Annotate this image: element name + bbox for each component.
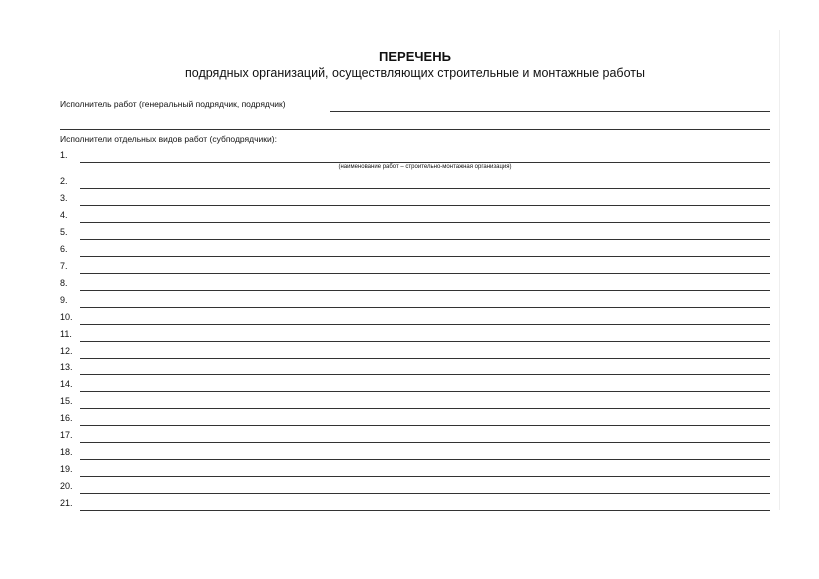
item-number: 15. bbox=[60, 396, 73, 407]
item-field[interactable] bbox=[80, 408, 770, 409]
item-number: 10. bbox=[60, 311, 73, 322]
form-title: ПЕРЕЧЕНЬ bbox=[379, 49, 451, 64]
contractor-field-line2[interactable] bbox=[60, 129, 770, 130]
contractor-label: Исполнитель работ (генеральный подрядчик, подрядчик) bbox=[60, 99, 286, 109]
item-number: 17. bbox=[60, 430, 73, 441]
item-field[interactable] bbox=[80, 290, 770, 291]
item-number: 13. bbox=[60, 362, 73, 373]
item-number: 4. bbox=[60, 209, 68, 220]
subcontractors-label: Исполнители отдельных видов работ (субподрядчики): bbox=[60, 134, 277, 144]
item-number: 21. bbox=[60, 498, 73, 509]
item-field[interactable] bbox=[80, 273, 770, 274]
item-field[interactable] bbox=[80, 493, 770, 494]
item-number: 11. bbox=[60, 328, 72, 339]
item-field[interactable] bbox=[80, 476, 770, 477]
item-number: 9. bbox=[60, 294, 68, 305]
item-number: 20. bbox=[60, 481, 73, 492]
item-field[interactable] bbox=[80, 205, 770, 206]
item-number: 19. bbox=[60, 464, 73, 475]
item-number: 12. bbox=[60, 345, 73, 356]
item-field[interactable] bbox=[80, 425, 770, 426]
form-subtitle: подрядных организаций, осуществляющих строительные и монтажные работы bbox=[185, 66, 645, 80]
item-number: 8. bbox=[60, 277, 68, 288]
item-number: 7. bbox=[60, 260, 68, 271]
field-hint: (наименование работ – строительно-монтажная организация) bbox=[338, 164, 512, 170]
item-number: 3. bbox=[60, 192, 68, 203]
item-number: 5. bbox=[60, 226, 68, 237]
item-field[interactable] bbox=[80, 256, 770, 257]
item-field[interactable] bbox=[80, 162, 770, 163]
item-number: 1. bbox=[60, 150, 68, 160]
item-number: 6. bbox=[60, 243, 68, 254]
item-field[interactable] bbox=[80, 391, 770, 392]
item-field[interactable] bbox=[80, 459, 770, 460]
item-field[interactable] bbox=[80, 358, 770, 359]
item-field[interactable] bbox=[80, 341, 770, 342]
item-field[interactable] bbox=[80, 442, 770, 443]
item-number: 14. bbox=[60, 379, 73, 390]
item-field[interactable] bbox=[80, 239, 770, 240]
contractor-field[interactable] bbox=[330, 111, 770, 112]
item-field[interactable] bbox=[80, 188, 770, 189]
item-field[interactable] bbox=[80, 222, 770, 223]
item-field[interactable] bbox=[80, 510, 770, 511]
item-field[interactable] bbox=[80, 307, 770, 308]
item-field[interactable] bbox=[80, 374, 770, 375]
item-field[interactable] bbox=[80, 324, 770, 325]
item-number: 2. bbox=[60, 176, 68, 186]
item-number: 16. bbox=[60, 413, 73, 424]
page-edge bbox=[779, 30, 780, 510]
item-number: 18. bbox=[60, 447, 73, 458]
